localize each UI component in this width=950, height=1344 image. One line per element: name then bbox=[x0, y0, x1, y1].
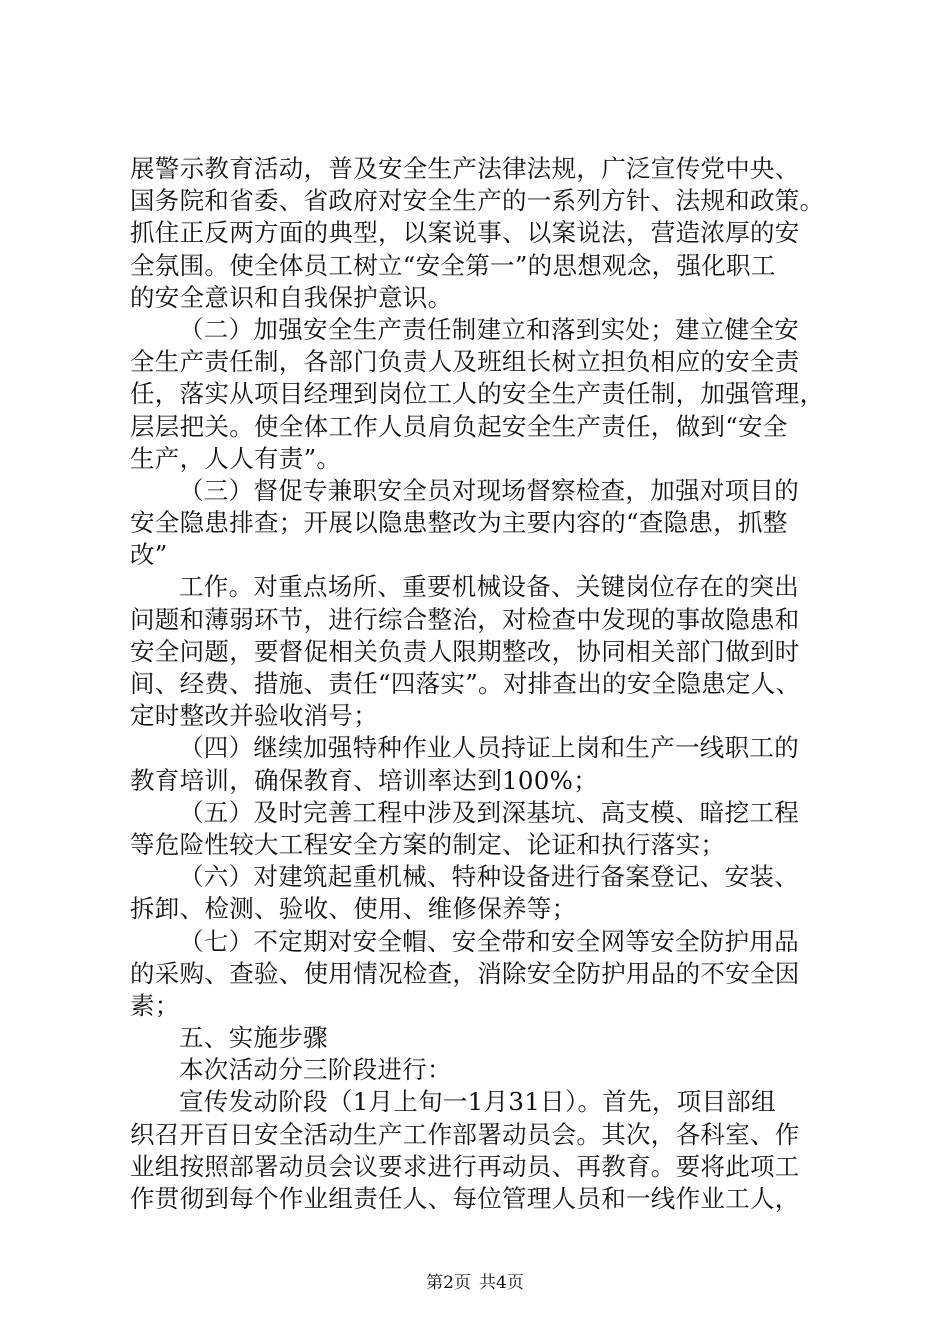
text-line: 拆卸、检测、验收、使用、维修保养等； bbox=[130, 894, 577, 924]
text-line: （六）对建筑起重机械、特种设备进行备案登记、安装、 bbox=[179, 862, 799, 892]
text-line: （二）加强安全生产责任制建立和落到实处；建立健全安 bbox=[179, 314, 799, 344]
text-line: 本次活动分三阶段进行： bbox=[179, 1055, 452, 1085]
text-line: 五、实施步骤 bbox=[179, 1023, 328, 1053]
text-line: 宣传发动阶段（1月上旬一1月31日）。首先，项目部组 bbox=[179, 1087, 776, 1117]
text-line: 全生产责任制，各部门负责人及班组长树立担负相应的安全责 bbox=[130, 347, 800, 377]
text-line: 的采购、查验、使用情况检查，消除安全防护用品的不安全因 bbox=[130, 958, 800, 988]
text-line: 改” bbox=[130, 540, 168, 570]
page-total: 共4页 bbox=[479, 1273, 524, 1293]
text-line: 层层把关。使全体工作人员肩负起安全生产责任，做到“安全 bbox=[130, 411, 788, 441]
text-line: 抓住正反两方面的典型，以案说事、以案说法，营造浓厚的安 bbox=[130, 218, 800, 248]
page-footer bbox=[0, 1272, 950, 1294]
document-body bbox=[130, 153, 830, 1215]
text-line: 间、经费、措施、责任“四落实”。对排查出的安全隐患定人、 bbox=[130, 669, 801, 698]
text-line: （七）不定期对安全帽、安全带和安全网等安全防护用品 bbox=[179, 926, 799, 956]
text-line: 的安全意识和自我保护意识。 bbox=[130, 282, 453, 312]
text-line: 国务院和省委、省政府对安全生产的一系列方针、法规和政策。 bbox=[130, 186, 825, 216]
text-line: 全氛围。使全体员工树立“安全第一”的思想观念，强化职工 bbox=[130, 250, 776, 280]
text-line: 安全隐患排查；开展以隐患整改为主要内容的“查隐患，抓整 bbox=[130, 508, 788, 538]
text-line: 织召开百日安全活动生产工作部署动员会。其次，各科室、作 bbox=[130, 1119, 800, 1149]
text-line: 生产，人人有责”。 bbox=[130, 443, 342, 473]
text-line: 教育培训，确保教育、培训率达到100%； bbox=[130, 765, 599, 795]
text-line: 作贯彻到每个作业组责任人、每位管理人员和一线作业工人， bbox=[130, 1184, 800, 1213]
text-line: 安全问题，要督促相关负责人限期整改，协同相关部门做到时 bbox=[130, 636, 800, 666]
text-line: 问题和薄弱环节，进行综合整治，对检查中发现的事故隐患和 bbox=[130, 604, 800, 634]
text-line: （五）及时完善工程中涉及到深基坑、高支模、暗挖工程 bbox=[179, 797, 799, 827]
text-line: 任，落实从项目经理到岗位工人的安全生产责任制，加强管理， bbox=[130, 379, 825, 409]
text-line: 等危险性较大工程安全方案的制定、论证和执行落实； bbox=[130, 829, 726, 859]
text-line: 展警示教育活动，普及安全生产法律法规，广泛宣传党中央、 bbox=[130, 154, 800, 183]
text-line: 业组按照部署动员会议要求进行再动员、再教育。要将此项工 bbox=[130, 1151, 800, 1181]
text-line: 定时整改并验收消号； bbox=[130, 701, 378, 731]
text-line: （四）继续加强特种作业人员持证上岗和生产一线职工的 bbox=[179, 733, 799, 763]
text-line: 素； bbox=[130, 990, 180, 1020]
text-line: （三）督促专兼职安全员对现场督察检查，加强对项目的 bbox=[179, 475, 799, 505]
text-line: 工作。对重点场所、重要机械设备、关键岗位存在的突出 bbox=[179, 572, 799, 602]
page-number: 第2页 bbox=[426, 1273, 471, 1293]
